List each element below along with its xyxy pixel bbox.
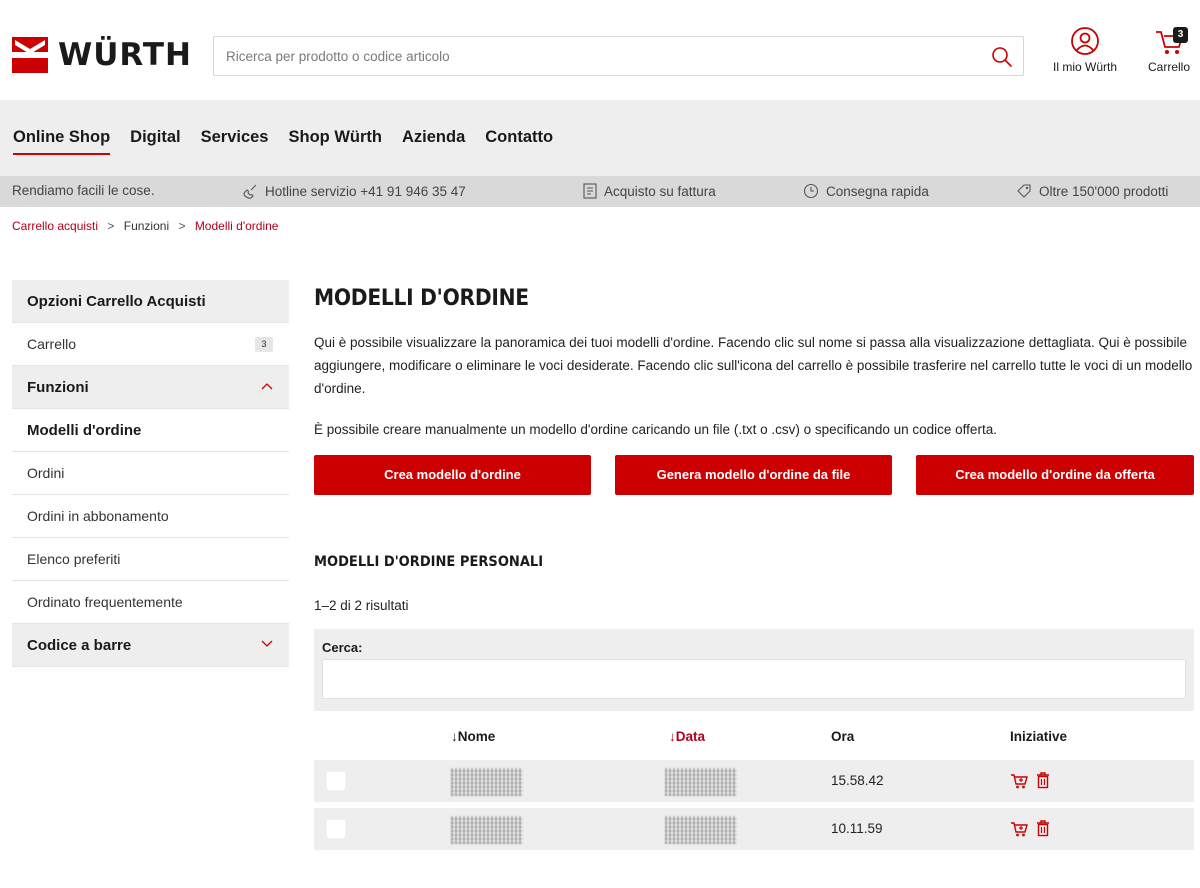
intro-text-upload: È possibile creare manualmente un modello d'ordine caricando un file (.txt o .csv) o specificando un codice offerta. [314, 422, 997, 437]
breadcrumb-cart[interactable]: Carrello acquisti [12, 219, 99, 233]
nav-online-shop[interactable]: Online Shop [13, 128, 110, 155]
delivery-text: Consegna rapida [826, 183, 929, 199]
table-row [314, 760, 1194, 802]
user-icon [1070, 26, 1100, 56]
cart-count-badge: 3 [1173, 27, 1188, 43]
chevron-up-icon [261, 382, 273, 390]
filter-input[interactable] [322, 659, 1186, 699]
column-time-header: Ora [831, 729, 855, 744]
delete-icon[interactable] [1036, 772, 1050, 789]
create-from-offer-button[interactable]: Crea modello d'ordine da offerta [916, 455, 1194, 495]
template-date-redacted [665, 768, 737, 796]
tag-icon [1016, 183, 1032, 199]
service-delivery[interactable] [803, 183, 929, 199]
wurth-logo-mark-icon [12, 37, 48, 73]
sidebar-item-label: Carrello [27, 336, 77, 352]
intro-text: Qui è possibile visualizzare la panoramica dei tuoi modelli d'ordine. Facendo clic sul nome si passa alla visualizzazione dettagliata. Qui è possibile aggiungere, modificare o eliminare le voci desiderate. Facendo clic sull'icona del carrello è possibile trasferire nel carrello tutte le voci di un modello d'ordine. [314, 335, 1193, 396]
row-checkbox[interactable] [326, 771, 346, 791]
breadcrumb-separator: > [107, 219, 115, 233]
template-date-redacted [665, 816, 737, 844]
chevron-down-icon [261, 640, 273, 648]
sidebar-item-order-templates[interactable]: Modelli d'ordine [12, 409, 289, 452]
sidebar-section-label: Funzioni [27, 378, 89, 396]
row-time: 15.58.42 [831, 773, 884, 788]
column-name-header[interactable]: ↓Nome [451, 729, 496, 744]
filter-box [314, 629, 1194, 711]
sidebar-header: Opzioni Carrello Acquisti [12, 280, 289, 323]
nav-contatto[interactable]: Contatto [485, 128, 554, 146]
sidebar-section-functions[interactable] [12, 366, 289, 409]
row-checkbox[interactable] [326, 819, 346, 839]
sidebar-item-favorites[interactable]: Elenco preferiti [12, 538, 289, 581]
sidebar-item-orders[interactable]: Ordini [12, 452, 289, 495]
page-title: MODELLI D'ORDINE [314, 286, 529, 311]
templates-table [314, 714, 1194, 856]
sidebar-item-frequently-ordered[interactable]: Ordinato frequentemente [12, 581, 289, 624]
service-tagline [12, 183, 155, 198]
filter-label: Cerca: [322, 640, 363, 655]
service-invoice[interactable] [583, 183, 716, 199]
nav-azienda[interactable]: Azienda [401, 128, 466, 146]
table-row [314, 808, 1194, 850]
breadcrumb-order-templates[interactable]: Modelli d'ordine [194, 219, 279, 233]
wurth-logo-text: WÜRTH [58, 37, 192, 73]
table-header [314, 714, 1194, 760]
hotline-text: Hotline servizio +41 91 946 35 47 [265, 183, 466, 199]
sidebar-item-cart[interactable] [12, 323, 289, 366]
cart-label: Carrello [1147, 60, 1190, 74]
column-date-header[interactable]: ↓Data [669, 729, 706, 744]
invoice-icon [583, 183, 597, 199]
sidebar-item-subscription-orders[interactable]: Ordini in abbonamento [12, 495, 289, 538]
nav-digital[interactable]: Digital [130, 128, 181, 146]
tagline-text: Rendiamo facili le cose. [12, 183, 155, 198]
search-bar [213, 36, 1024, 76]
add-to-cart-icon[interactable] [1010, 772, 1028, 789]
cart-link[interactable] [1140, 26, 1198, 74]
template-name-redacted[interactable] [451, 768, 523, 796]
top-header [0, 0, 1200, 100]
sidebar [12, 280, 289, 667]
nav-services[interactable]: Services [200, 128, 269, 146]
main-nav [0, 100, 1200, 176]
add-to-cart-icon[interactable] [1010, 820, 1028, 837]
column-actions-header: Iniziative [1010, 729, 1068, 744]
wurth-logo[interactable] [12, 36, 192, 74]
clock-icon [803, 183, 819, 199]
create-from-file-button[interactable]: Genera modello d'ordine da file [615, 455, 892, 495]
service-hotline[interactable] [242, 183, 466, 199]
my-wurth-link[interactable] [1046, 26, 1124, 74]
results-count: 1–2 di 2 risultati [314, 598, 409, 613]
sidebar-section-barcode[interactable] [12, 624, 289, 667]
breadcrumb-functions[interactable]: Funzioni [123, 219, 170, 233]
template-name-redacted[interactable] [451, 816, 523, 844]
row-time: 10.11.59 [831, 821, 883, 836]
invoice-text: Acquisto su fattura [604, 183, 716, 199]
sidebar-section-label: Codice a barre [27, 636, 132, 654]
create-template-button[interactable]: Crea modello d'ordine [314, 455, 591, 495]
sidebar-cart-count: 3 [255, 337, 273, 352]
products-text: Oltre 150'000 prodotti [1039, 183, 1169, 199]
search-icon[interactable] [991, 46, 1013, 68]
service-products[interactable] [1016, 183, 1168, 199]
breadcrumb [12, 219, 278, 233]
delete-icon[interactable] [1036, 820, 1050, 837]
my-wurth-label: Il mio Würth [1052, 60, 1117, 74]
service-bar [0, 176, 1200, 207]
phone-icon [242, 183, 258, 199]
section-title: MODELLI D'ORDINE PERSONALI [314, 554, 544, 570]
breadcrumb-separator: > [178, 219, 186, 233]
search-input[interactable] [214, 37, 974, 75]
nav-shop-wurth[interactable]: Shop Würth [288, 128, 382, 146]
